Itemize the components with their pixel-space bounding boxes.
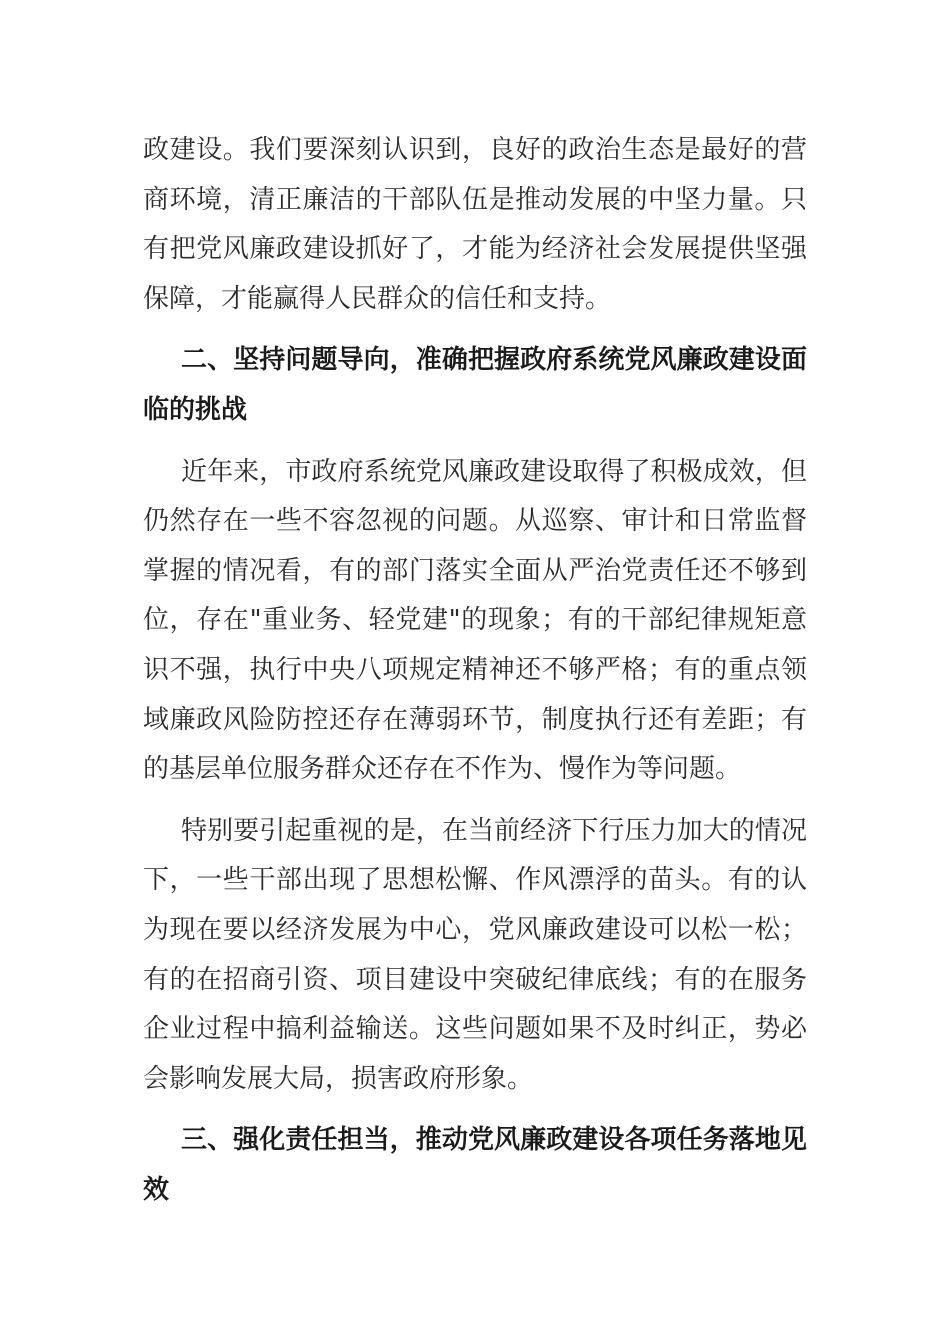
body-paragraph-1: 政建设。我们要深刻认识到，良好的政治生态是最好的营商环境，清正廉洁的干部队伍是推动发展的中坚力量。只有把党风廉政建设抓好了，才能为经济社会发展提供坚强保障，才能赢得人民群众的信任和支持。 (143, 135, 807, 314)
section-heading-2: 二、坚持问题导向，准确把握政府系统党风廉政建设面临的挑战 (143, 345, 807, 425)
body-paragraph-2: 近年来，市政府系统党风廉政建设取得了积极成效，但仍然存在一些不容忽视的问题。从巡察、审计和日常监督掌握的情况看，有的部门落实全面从严治党责任还不够到位，存在"重业务、轻党建"的现象；有的干部纪律规矩意识不强，执行中央八项规定精神还不够严格；有的重点领域廉政风险防控还存在薄弱环节，制度执行还有差距；有的基层单位服务群众还存在不作为、慢作为等问题。 (143, 456, 807, 785)
document-body (143, 126, 807, 1215)
body-paragraph-3: 特别要引起重视的是，在当前经济下行压力加大的情况下，一些干部出现了思想松懈、作风漂浮的苗头。有的认为现在要以经济发展为中心，党风廉政建设可以松一松；有的在招商引资、项目建设中突破纪律底线；有的在服务企业过程中搞利益输送。这些问题如果不及时纠正，势必会影响发展大局，损害政府形象。 (143, 815, 807, 1094)
section-heading-3: 三、强化责任担当，推动党风廉政建设各项任务落地见效 (143, 1125, 807, 1205)
